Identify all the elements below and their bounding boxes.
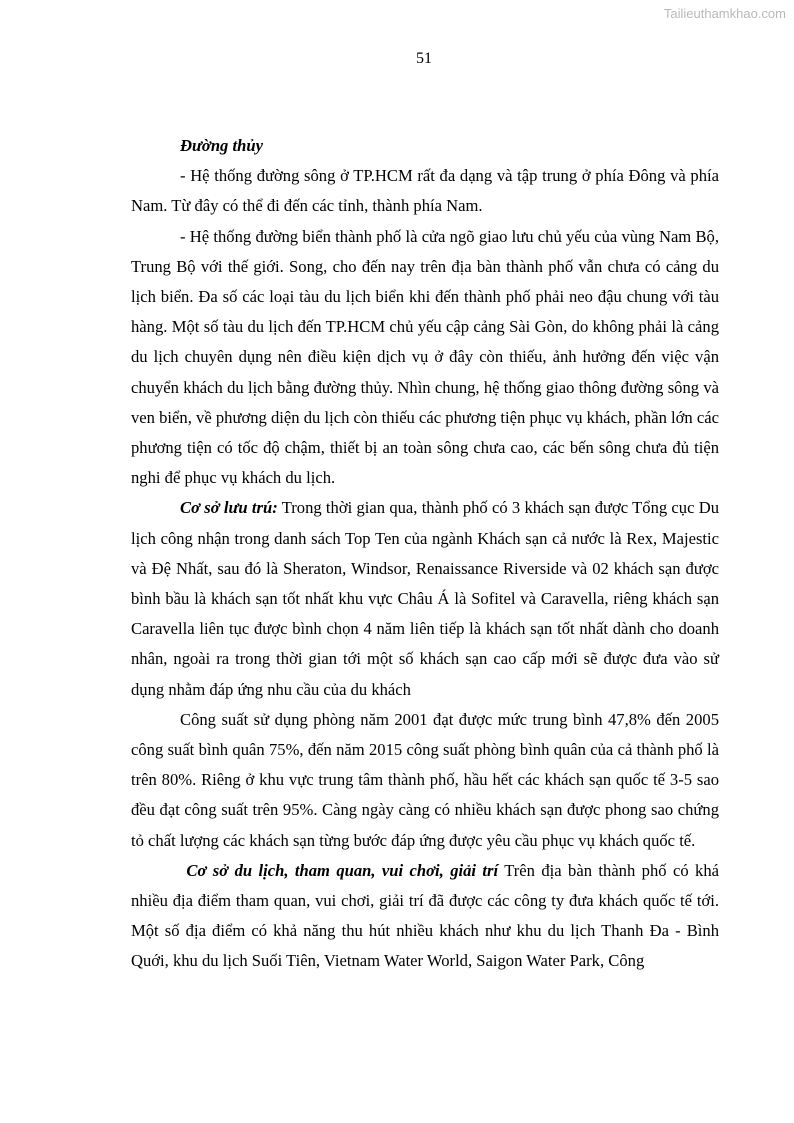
document-body — [131, 131, 719, 977]
paragraph-duong-bien: - Hệ thống đường biển thành phố là cửa ngõ giao lưu chủ yếu của vùng Nam Bộ, Trung Bộ với thế giới. Song, cho đến nay trên địa bàn thành phố vẫn chưa có cảng du lịch biển. Đa số các loại tàu du lịch biển khi đến thành phố phải neo đậu chung với tàu hàng. Một số tàu du lịch đến TP.HCM chủ yếu cập cảng Sài Gòn, do không phải là cảng du lịch chuyên dụng nên điều kiện dịch vụ ở đây còn thiếu, ảnh hưởng đến việc vận chuyển khách du lịch bằng đường thủy. Nhìn chung, hệ thống giao thông đường sông và ven biển, về phương diện du lịch còn thiếu các phương tiện phục vụ khách, phần lớn các phương tiện có tốc độ chậm, thiết bị an toàn sông chưa cao, các bến sông chưa đủ tiện nghi để phục vụ khách du lịch. — [131, 226, 719, 488]
paragraph-co-so-luu-tru — [131, 493, 719, 704]
paragraph-co-so-du-lich — [131, 856, 719, 977]
watermark: Tailieuthamkhao.com — [663, 6, 786, 21]
lead-co-so-du-lich: Cơ sở du lịch, tham quan, vui chơi, giải trí — [186, 860, 499, 880]
text-co-so-luu-tru: Trong thời gian qua, thành phố có 3 khách sạn được Tổng cục Du lịch công nhận trong danh sách Top Ten của ngành Khách sạn cả nước là Rex, Majestic và Đệ Nhất, sau đó là Sheraton, Windsor, Renaissance Riverside và 02 khách sạn được bình bầu là khách sạn tốt nhất khu vực Châu Á là Sofitel và Caravella, riêng khách sạn Caravella liên tục được bình chọn 4 năm liên tiếp là khách sạn tốt nhất dành cho doanh nhân, ngoài ra trong thời gian tới một số khách sạn cao cấp mới sẽ được đưa vào sử dụng nhằm đáp ứng nhu cầu của du khách — [131, 498, 719, 699]
paragraph-duong-song: - Hệ thống đường sông ở TP.HCM rất đa dạng và tập trung ở phía Đông và phía Nam. Từ đây có thể đi đến các tỉnh, thành phía Nam. — [131, 166, 719, 216]
page-number: 51 — [416, 50, 432, 67]
paragraph-cong-suat-phong: Công suất sử dụng phòng năm 2001 đạt được mức trung bình 47,8% đến 2005 công suất bình quân 75%, đến năm 2015 công suất phòng bình quân của cả thành phố là trên 80%. Riêng ở khu vực trung tâm thành phố, hầu hết các khách sạn quốc tế 3-5 sao đều đạt công suất trên 95%. Càng ngày càng có nhiều khách sạn được phong sao chứng tỏ chất lượng các khách sạn từng bước đáp ứng được yêu cầu phục vụ khách quốc tế. — [131, 709, 719, 850]
text-co-so-du-lich: Trên địa bàn thành phố có khá nhiều địa điểm tham quan, vui chơi, giải trí đã được các công ty đưa khách quốc tế tới. Một số địa điểm có khả năng thu hút nhiều khách như khu du lịch Thanh Đa - Bình Quới, khu du lịch Suối Tiên, Vietnam Water World, Saigon Water Park, Công — [131, 860, 720, 971]
lead-co-so-luu-tru: Cơ sở lưu trú: — [180, 498, 278, 518]
section-heading-duong-thuy: Đường thủy — [180, 136, 263, 155]
